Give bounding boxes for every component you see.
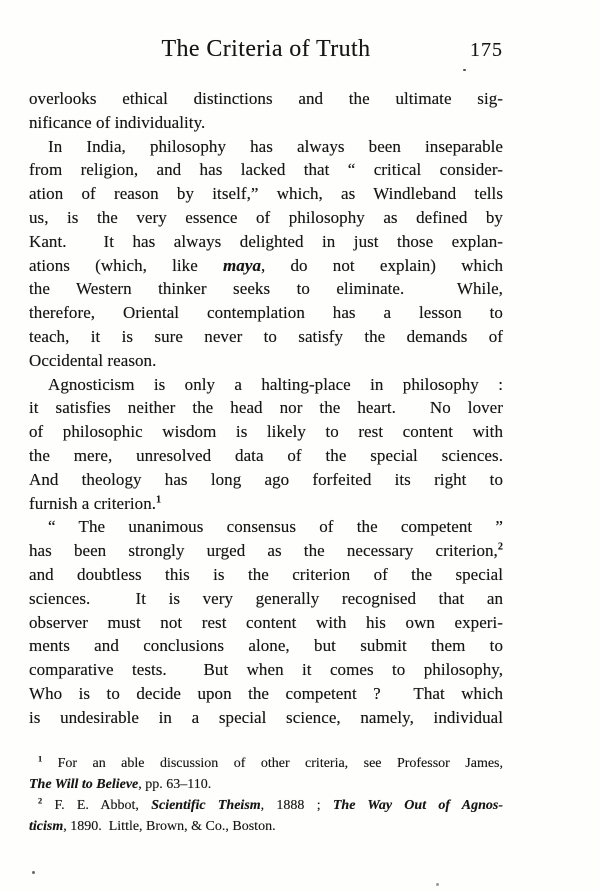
footnote-marker: 1 [156, 493, 162, 505]
text-line: Kant. It has always delighted in just those explan- [29, 231, 503, 251]
text-line: us, is the very essence of philosophy as defined by [29, 207, 503, 227]
text-line: The Will to Believe, pp. 63–110. [29, 777, 212, 792]
footnote-marker: 1 [38, 754, 43, 764]
text-line: observer must not rest content with his own experi- [29, 612, 503, 632]
text-line: therefore, Oriental contemplation has a lesson to [29, 303, 503, 323]
text-line: the mere, unresolved data of the special sciences. [29, 445, 503, 465]
text-line: has been strongly urged as the necessary criterion,$^2$ [29, 541, 503, 561]
footnotes [29, 753, 503, 837]
text-line: furnish a criterion.$^1$ [29, 493, 162, 513]
text-line: nificance of individuality. [29, 112, 206, 132]
text-line: ticism, 1890. Little, Brown, & Co., Boston. [29, 819, 276, 834]
body-text [29, 87, 503, 730]
text-line: it satisfies neither the head nor the heart. No lover [29, 398, 503, 418]
text-line: $^2$ F. E. Abbot, Scientific Theism, 1888 ; The Way Out of Agnos- [38, 796, 503, 813]
text-line: overlooks ethical distinctions and the ultimate sig- [29, 89, 503, 108]
footnote-marker: 2 [38, 796, 43, 806]
text-line: from religion, and has lacked that “ critical consider- [29, 160, 503, 180]
text-line: comparative tests. But when it comes to philosophy, [29, 660, 503, 680]
text-line: sciences. It is very generally recognised that an [29, 588, 503, 608]
scan-speck [463, 69, 466, 71]
running-head [29, 36, 503, 68]
text-line: Occidental reason. [29, 350, 157, 370]
text-line: In India, philosophy has always been inseparable [48, 136, 503, 156]
scan-speck [436, 883, 439, 886]
footnote-marker: 2 [497, 541, 503, 553]
page-title: The Criteria of Truth [161, 36, 371, 62]
text-line: and doubtless this is the criterion of the special [29, 564, 503, 584]
text-line: is undesirable in a special science, namely, individual [29, 707, 503, 727]
text-line: And theology has long ago forfeited its right to [29, 469, 503, 489]
page-number: 175 [470, 39, 503, 61]
text-line: ations (which, like maya, do not explain) which [29, 255, 503, 275]
scan-speck [32, 871, 35, 874]
text-line: $^1$ For an able discussion of other criteria, see Professor James, [38, 754, 503, 771]
text-line: ments and conclusions alone, but submit them to [29, 636, 503, 656]
text-line: teach, it is sure never to satisfy the demands of [29, 326, 503, 346]
text-line: “ The unanimous consensus of the competent ” [48, 517, 503, 537]
text-line: ation of reason by itself,” which, as Windleband tells [29, 184, 503, 204]
text-line: of philosophic wisdom is likely to rest content with [29, 422, 503, 442]
text-line: Who is to decide upon the competent ? That which [29, 683, 503, 703]
text-line: the Western thinker seeks to eliminate. While, [29, 279, 503, 299]
text-line: Agnosticism is only a halting-place in philosophy : [48, 374, 503, 394]
